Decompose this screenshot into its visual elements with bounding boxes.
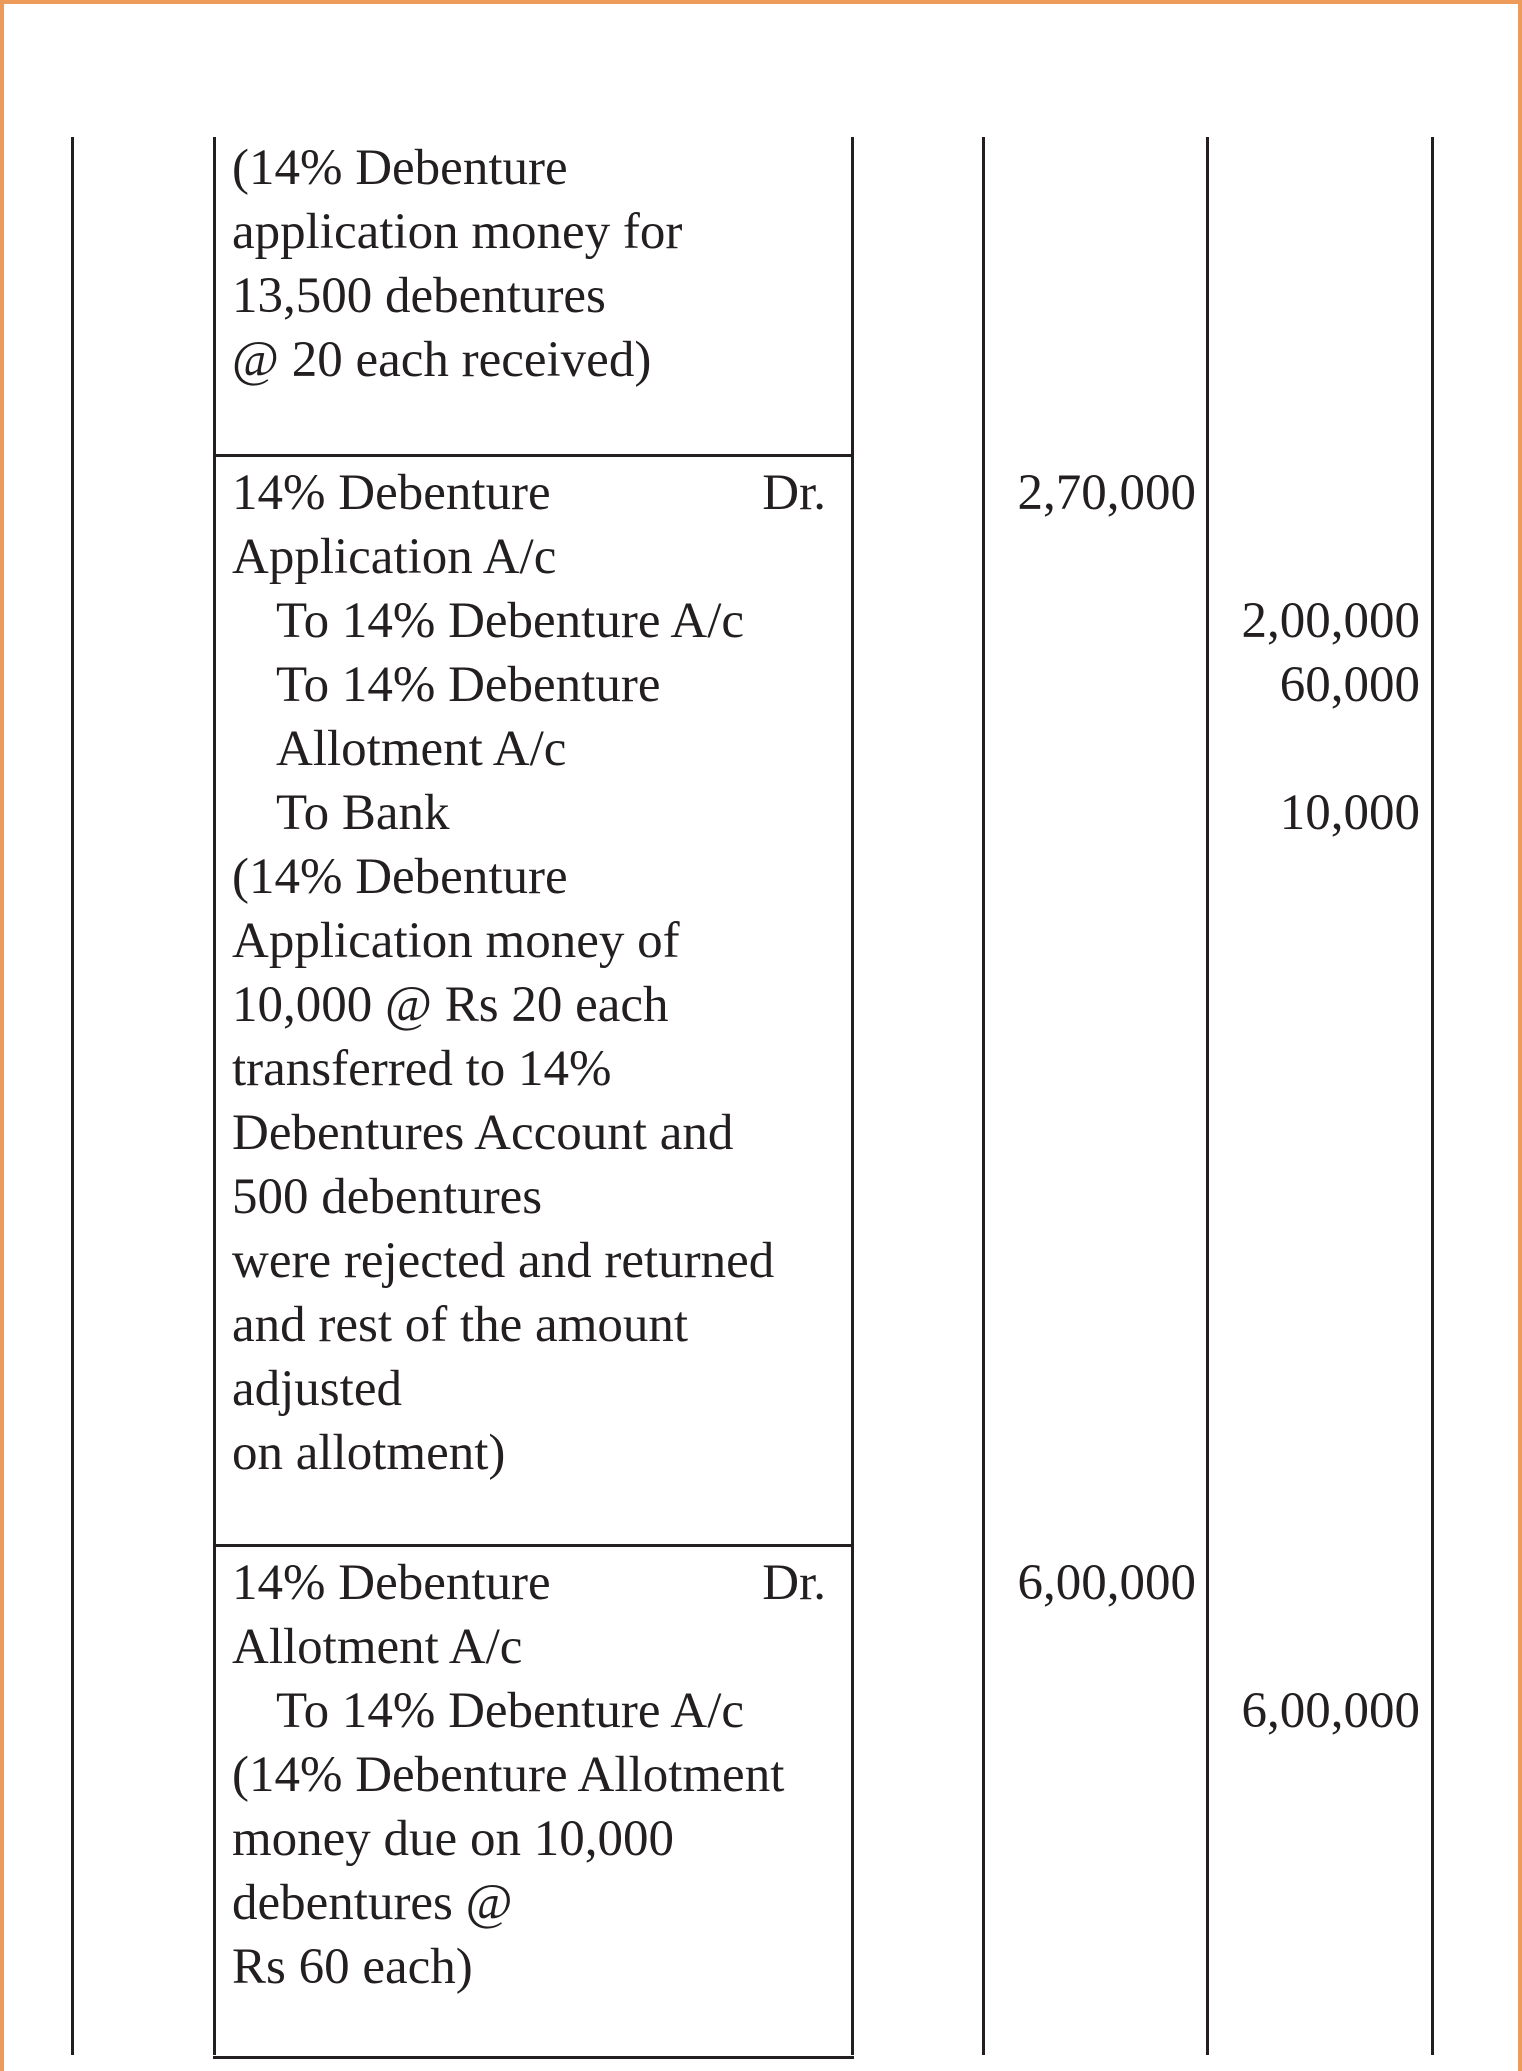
credit-account-line: To 14% Debenture A/c xyxy=(276,1683,745,1739)
dr-label: Dr. xyxy=(762,1555,826,1611)
narration-line: application money for xyxy=(232,204,683,260)
credit-amount: 60,000 xyxy=(1279,657,1420,713)
narration-line: Application money of xyxy=(232,913,680,969)
narration-line: (14% Debenture Allotment xyxy=(232,1747,785,1803)
debit-amount: 6,00,000 xyxy=(1017,1555,1196,1611)
journal-entry-3-particulars xyxy=(232,1551,840,2001)
credit-account-line: To 14% Debenture xyxy=(276,657,661,713)
column-rule-lf-right xyxy=(982,137,985,2055)
column-rule-date-left xyxy=(71,137,74,2055)
credit-amount: 2,00,000 xyxy=(1241,593,1420,649)
debit-account-line: 14% Debenture xyxy=(232,1555,551,1611)
debit-account-line: 14% Debenture xyxy=(232,465,551,521)
dr-label: Dr. xyxy=(762,465,826,521)
narration-line: adjusted xyxy=(232,1361,402,1417)
journal-entry-3-credit xyxy=(1214,1551,1420,1751)
journal-entry-2-debit xyxy=(988,461,1196,525)
narration-line: 500 debentures xyxy=(232,1169,543,1225)
entry-separator xyxy=(213,454,854,457)
column-rule-credit-right xyxy=(1431,137,1434,2055)
narration-line: @ 20 each received) xyxy=(232,332,652,388)
credit-amount: 6,00,000 xyxy=(1241,1683,1420,1739)
debit-account-line: Application A/c xyxy=(232,529,557,585)
credit-account-line: To 14% Debenture A/c xyxy=(276,593,745,649)
credit-account-line: To Bank xyxy=(276,785,450,841)
narration-line: on allotment) xyxy=(232,1425,506,1481)
entry-separator-bottom xyxy=(213,2056,854,2059)
narration-line: and rest of the amount xyxy=(232,1297,689,1353)
narration-line: money due on 10,000 xyxy=(232,1811,674,1867)
narration-line: debentures @ xyxy=(232,1875,513,1931)
journal-entry-1-particulars xyxy=(232,136,840,436)
debit-account-line: Allotment A/c xyxy=(232,1619,523,1675)
journal-entry-2-credit xyxy=(1214,461,1420,861)
journal-entry-2-particulars xyxy=(232,461,840,1481)
credit-account-line: Allotment A/c xyxy=(276,721,567,777)
column-rule-debit-right xyxy=(1206,137,1209,2055)
journal-entry-3-debit xyxy=(988,1551,1196,1615)
narration-line: were rejected and returned xyxy=(232,1233,775,1289)
column-rule-particulars-left xyxy=(213,137,216,2055)
narration-line: (14% Debenture xyxy=(232,140,568,196)
narration-line: 10,000 @ Rs 20 each xyxy=(232,977,669,1033)
column-rule-particulars-right xyxy=(851,137,854,2055)
narration-line: 13,500 debentures xyxy=(232,268,606,324)
narration-line: Debentures Account and xyxy=(232,1105,734,1161)
narration-line: Rs 60 each) xyxy=(232,1939,473,1995)
credit-amount: 10,000 xyxy=(1279,785,1420,841)
narration-line: transferred to 14% xyxy=(232,1041,612,1097)
narration-line: (14% Debenture xyxy=(232,849,568,905)
entry-separator xyxy=(213,1544,854,1547)
debit-amount: 2,70,000 xyxy=(1017,465,1196,521)
